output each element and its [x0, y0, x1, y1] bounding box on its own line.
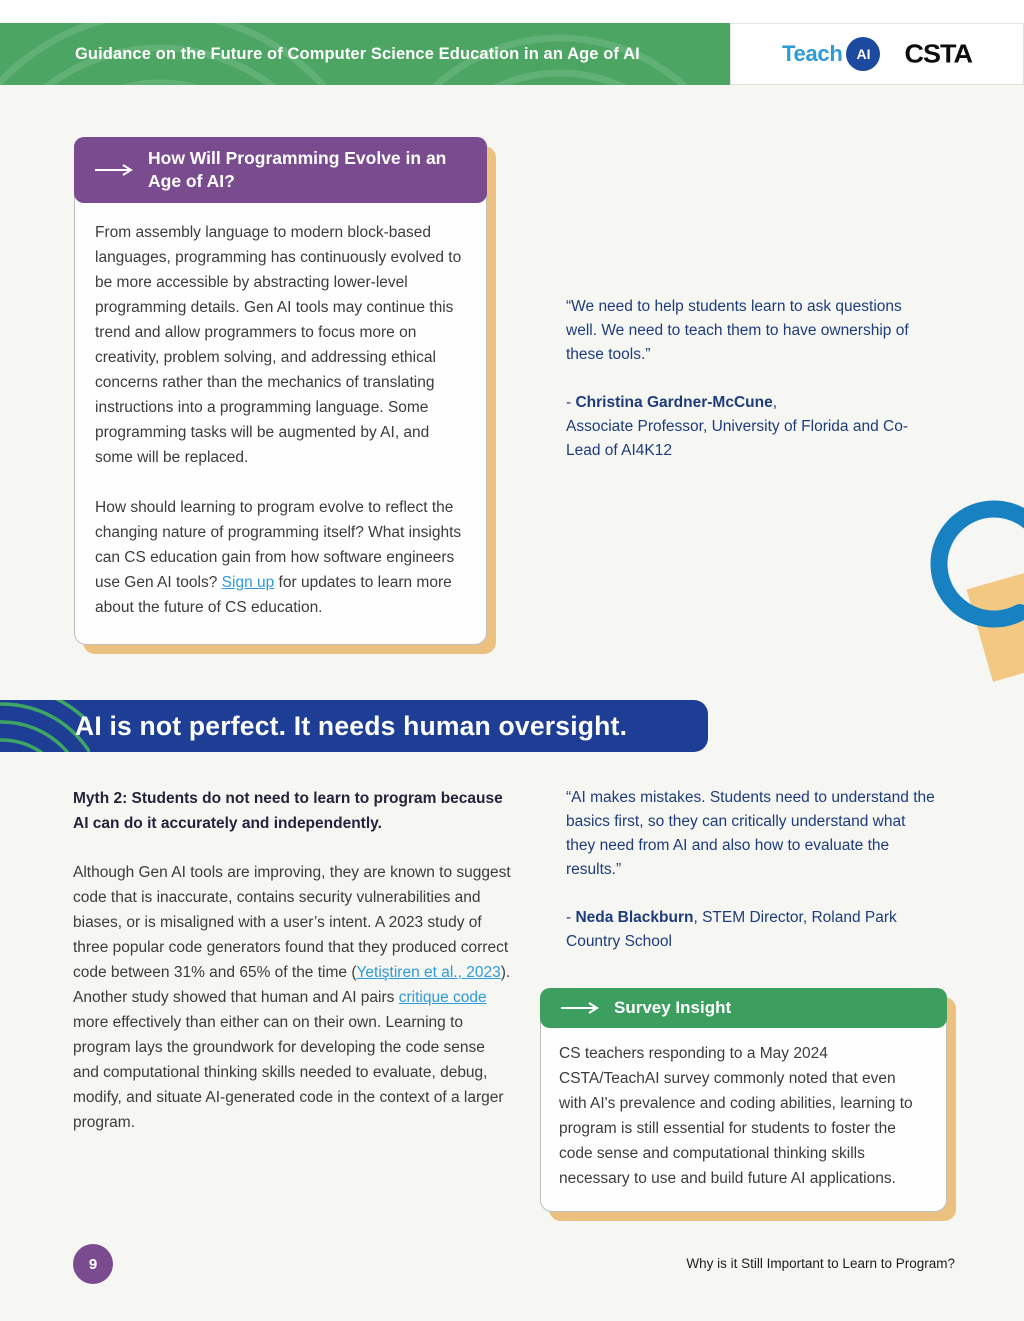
page-number-badge: 9	[73, 1244, 113, 1284]
quote-attribution	[566, 906, 938, 954]
programming-evolve-card-header	[74, 137, 487, 203]
quote-attribution	[566, 391, 922, 463]
card-paragraph: From assembly language to modern block-based languages, programming has continuously evolved to be more accessible by abstracting lower-level programming details. Gen AI tools may continue this trend and allow programmers to focus more on creativity, problem solving, and addressing ethical concerns rather than the mechanics of translating instructions into a programming language. Some programming tasks will be augmented by AI, and some will be replaced.	[95, 224, 462, 466]
top-margin-strip	[0, 0, 1024, 23]
attribution-name: Christina Gardner-McCune	[575, 394, 773, 411]
logo-panel	[730, 23, 1024, 85]
teachai-wordmark: Teach	[782, 41, 843, 66]
paragraph-text: ). Another study showed that human and AI pairs	[73, 964, 511, 1006]
attribution-role: Associate Professor, University of Florida and Co-Lead of AI4K12	[566, 418, 908, 459]
survey-insight-card	[540, 988, 947, 1212]
attribution-role: , STEM Director, Roland Park Country School	[566, 909, 897, 950]
myth-paragraph	[73, 860, 513, 1135]
survey-insight-header	[540, 988, 947, 1028]
footer-section-title: Why is it Still Important to Learn to Program?	[686, 1256, 955, 1271]
myth-heading: Myth 2: Students do not need to learn to program because AI can do it accurately and independently.	[73, 790, 503, 832]
attribution-dash: -	[566, 394, 576, 411]
critique-code-link[interactable]: critique code	[398, 989, 487, 1006]
quote-gardner-mccune	[566, 295, 922, 463]
banner-title: AI is not perfect. It needs human oversight.	[75, 711, 628, 741]
arrow-right-icon	[94, 164, 134, 176]
blue-arc-decoration	[918, 500, 1024, 640]
quote-text: “We need to help students learn to ask questions well. We need to teach them to have ownership of these tools.”	[566, 298, 909, 363]
section-banner	[0, 700, 708, 752]
attribution-suffix: ,	[772, 394, 778, 411]
quote-text: “AI makes mistakes. Students need to understand the basics first, so they can critically understand what they need from AI and also how to evaluate the results.”	[566, 789, 935, 878]
header-bar	[0, 23, 730, 85]
attribution-name: Neda Blackburn	[575, 909, 694, 926]
teachai-logo	[782, 37, 880, 71]
programming-evolve-card	[74, 137, 487, 645]
sign-up-link[interactable]: Sign up	[221, 574, 275, 591]
paragraph-text: more effectively than either can on their own. Learning to program lays the groundwork for developing the code sense and computational thinking skills needed to evaluate, debug, modify, and situate AI-generated code in the context of a larger program.	[73, 1014, 504, 1131]
quote-blackburn	[566, 786, 938, 954]
paragraph-text: for updates to learn more about the future of CS education.	[95, 574, 452, 616]
paragraph-text: Although Gen AI tools are improving, they are known to suggest code that is inaccurate, contains security vulnerabilities and biases, or is misaligned with a user’s intent. A 2023 study of three popular code generators found that they produced correct code between 31% and 65% of the time (	[73, 864, 511, 981]
teachai-ai-circle-icon: AI	[846, 37, 880, 71]
csta-logo: CSTA	[904, 39, 972, 68]
survey-insight-body: CS teachers responding to a May 2024 CSTA/TeachAI survey commonly noted that even with AI's prevalence and coding abilities, learning to program is still essential for students to foster the code sense and computational thinking skills necessary to use and build future AI applications.	[559, 1045, 913, 1187]
survey-insight-title: Survey Insight	[614, 998, 732, 1017]
programming-evolve-card-body	[75, 202, 486, 644]
yetistiren-citation-link[interactable]: Yetiştiren et al., 2023	[356, 964, 501, 981]
attribution-dash: -	[566, 909, 576, 926]
programming-evolve-card-title: How Will Programming Evolve in an Age of AI?	[148, 147, 447, 191]
card-paragraph	[95, 495, 466, 620]
paragraph-text: How should learning to program evolve to reflect the changing nature of programming itself? What insights can CS education gain from how software engineers use Gen AI tools?	[95, 499, 462, 591]
arrow-right-icon	[560, 1002, 600, 1014]
header-title: Guidance on the Future of Computer Science Education in an Age of AI	[75, 44, 640, 63]
